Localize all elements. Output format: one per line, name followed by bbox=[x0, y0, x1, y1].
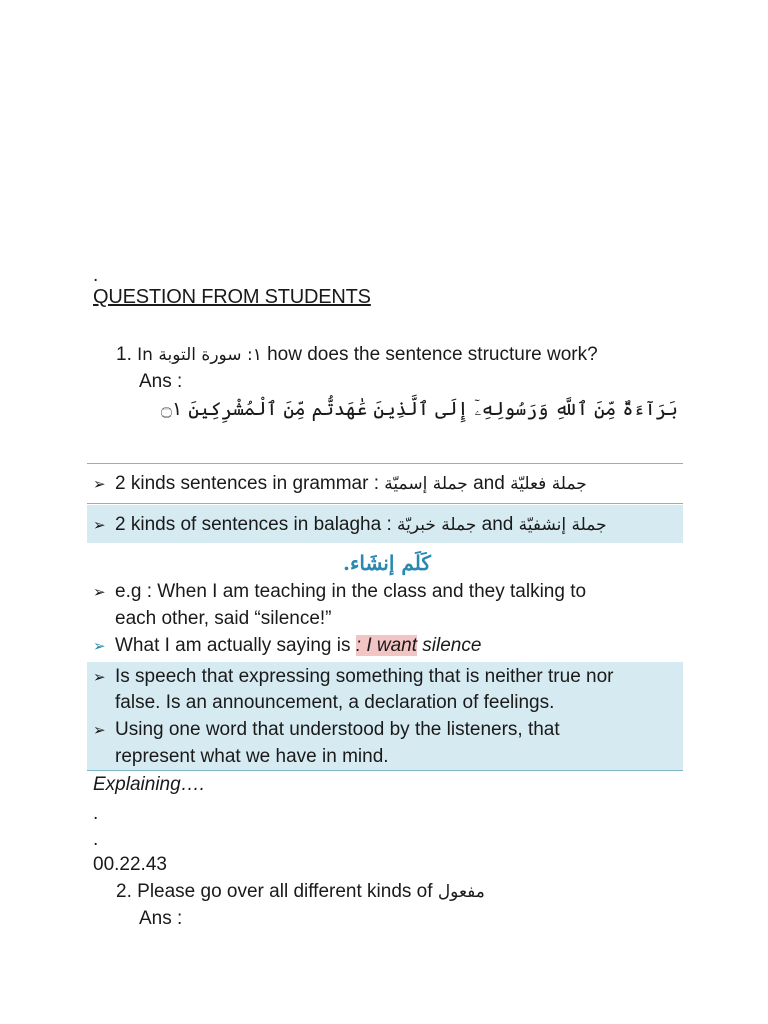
example-text-1: e.g : When I am teaching in the class and they talking to bbox=[115, 581, 587, 602]
balagha-text: 2 kinds of sentences in balagha : bbox=[115, 514, 392, 535]
question-1-arabic-ref: In ١: سورة التوبة bbox=[137, 345, 262, 365]
balagha-and: and bbox=[481, 514, 514, 535]
actual-highlight: : I want bbox=[355, 635, 418, 656]
arrow-bullet-icon: ➢ bbox=[93, 476, 106, 493]
definition-bullet-2-line-1 bbox=[93, 716, 560, 744]
arrow-bullet-icon: ➢ bbox=[93, 669, 106, 686]
arabic-section-title: كَلَم إنشَاء. bbox=[343, 551, 431, 575]
question-2-arabic: مفعول bbox=[437, 882, 485, 902]
timestamp: 00.22.43 bbox=[93, 854, 167, 875]
grammar-and: and bbox=[473, 473, 505, 494]
question-1-answer-label: Ans : bbox=[139, 371, 183, 392]
dot-2: . bbox=[93, 829, 99, 850]
definition-bullet-1-line-1 bbox=[93, 663, 614, 691]
example-line-1 bbox=[93, 578, 586, 606]
quran-verse: بَرَآءَةٌ مِّنَ ٱللَّهِ وَرَسُولِهِۦٓ إِلَى ٱلَّذِينَ عَٰهَدتُّم مِّنَ ٱلْمُشْرِكِينَ ۝١ bbox=[160, 398, 678, 420]
definition-bullet-1-line-2: false. Is an announcement, a declaration of feelings. bbox=[115, 692, 555, 713]
divider bbox=[87, 463, 683, 464]
grammar-sentence-kinds bbox=[93, 470, 689, 498]
divider bbox=[87, 503, 683, 504]
balagha-sentence-kinds bbox=[93, 511, 607, 539]
top-dot: . bbox=[93, 265, 99, 286]
grammar-arabic-nominal: جملة إسميّة bbox=[384, 474, 468, 494]
grammar-text: 2 kinds sentences in grammar : bbox=[115, 473, 380, 494]
balagha-arabic-performative: جملة إنشفيّة bbox=[518, 515, 607, 535]
grammar-arabic-verbal: جملة فعليّة bbox=[510, 474, 587, 494]
question-1-number: 1. bbox=[116, 344, 132, 365]
example-line-2: each other, said “silence!” bbox=[115, 608, 332, 629]
actual-meaning-line bbox=[93, 632, 481, 660]
question-2-number: 2. bbox=[116, 881, 132, 902]
explaining-note: Explaining…. bbox=[93, 774, 205, 795]
question-2-answer-label: Ans : bbox=[139, 908, 183, 929]
actual-prefix: What I am actually saying is bbox=[115, 635, 356, 656]
definition-text-1a: Is speech that expressing something that is neither true nor bbox=[115, 666, 614, 687]
page-heading: QUESTION FROM STUDENTS bbox=[93, 286, 371, 308]
arrow-bullet-icon: ➢ bbox=[93, 584, 106, 601]
arrow-bullet-icon: ➢ bbox=[93, 638, 106, 655]
question-1 bbox=[116, 341, 598, 369]
arrow-bullet-icon: ➢ bbox=[93, 722, 106, 739]
definition-bullet-2-line-2: represent what we have in mind. bbox=[115, 746, 389, 767]
actual-suffix: silence bbox=[417, 635, 482, 656]
question-1-text: how does the sentence structure work? bbox=[267, 344, 598, 365]
question-2-text: Please go over all different kinds of bbox=[137, 881, 433, 902]
question-2 bbox=[116, 878, 485, 906]
definition-text-2a: Using one word that understood by the listeners, that bbox=[115, 719, 560, 740]
balagha-arabic-informative: جملة خبريّة bbox=[397, 515, 477, 535]
dot-1: . bbox=[93, 803, 99, 824]
arrow-bullet-icon: ➢ bbox=[93, 517, 106, 534]
